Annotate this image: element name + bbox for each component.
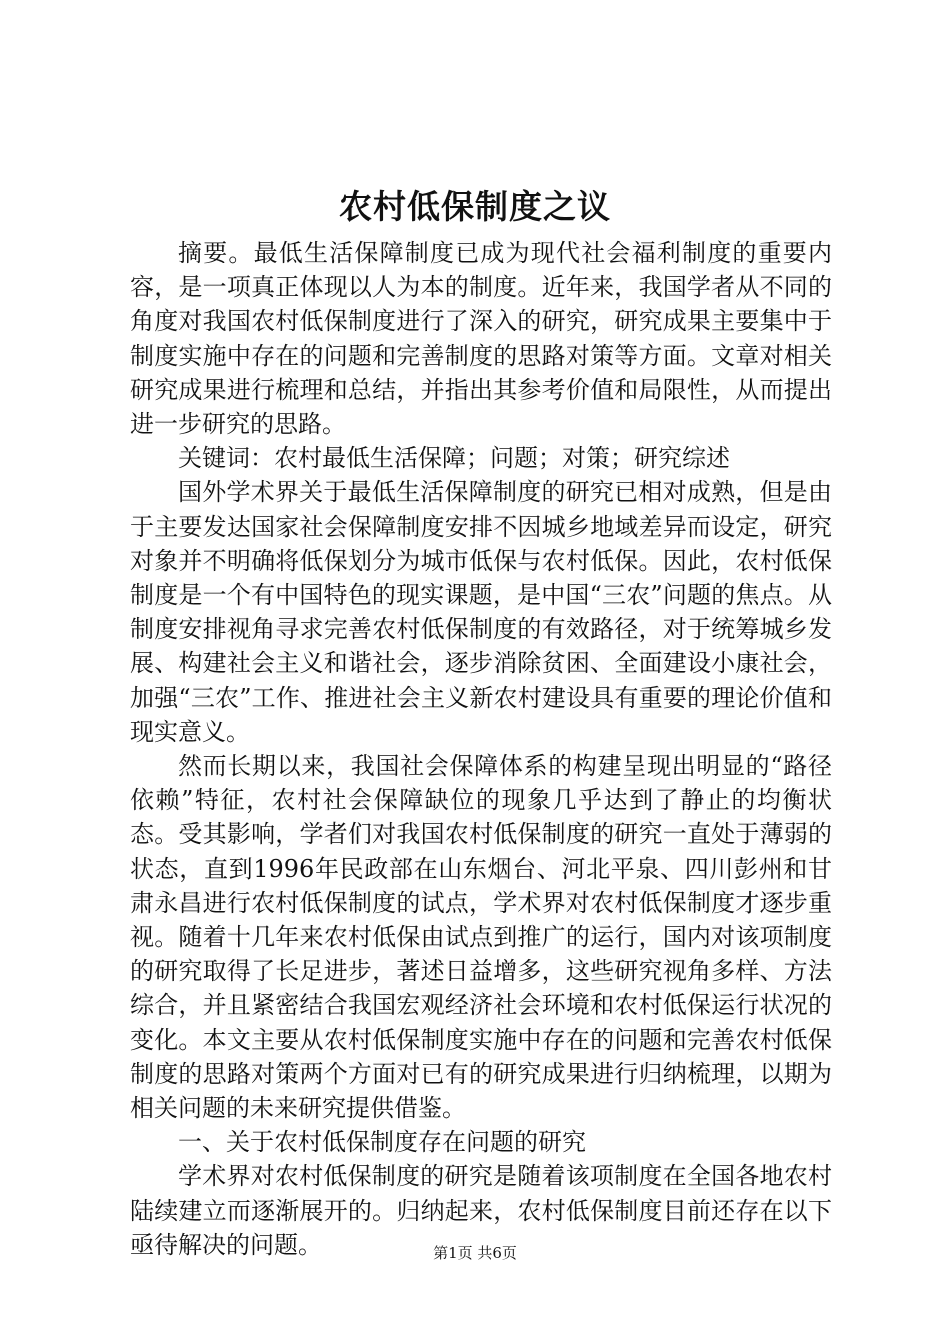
abstract-paragraph: 摘要。最低生活保障制度已成为现代社会福利制度的重要内容，是一项真正体现以人为本的制度。近年来，我国学者从不同的角度对我国农村低保制度进行了深入的研究，研究成果主要集中于制度实施中存在的问题和完善制度的思路对策等方面。文章对相关研究成果进行梳理和总结，并指出其参考价值和局限性，从而提出进一步研究的思路。 [130, 239, 832, 439]
section-heading: 一、关于农村低保制度存在问题的研究 [178, 1128, 586, 1157]
body-paragraph: 学术界对农村低保制度的研究是随着该项制度在全国各地农村陆续建立而逐渐展开的。归纳起来，农村低保制度目前还存在以下亟待解决的问题。 [130, 1162, 832, 1259]
keywords-paragraph: 关键词：农村最低生活保障；问题；对策；研究综述 [178, 444, 730, 473]
document-body [130, 236, 832, 1262]
document-title: 农村低保制度之议 [339, 187, 611, 226]
body-paragraph: 然而长期以来，我国社会保障体系的构建呈现出明显的“路径依赖”特征，农村社会保障缺位的现象几乎达到了静止的均衡状态。受其影响，学者们对我国农村低保制度的研究一直处于薄弱的状态，直到1996年民政部在山东烟台、河北平泉、四川彭州和甘肃永昌进行农村低保制度的试点，学术界对农村低保制度才逐步重视。随着十几年来农村低保由试点到推广的运行，国内对该项制度的研究取得了长足进步，著述日益增多，这些研究视角多样、方法综合，并且紧密结合我国宏观经济社会环境和农村低保运行状况的变化。本文主要从农村低保制度实施中存在的问题和完善农村低保制度的思路对策两个方面对已有的研究成果进行归纳梳理，以期为相关问题的未来研究提供借鉴。 [130, 752, 832, 1123]
body-paragraph: 国外学术界关于最低生活保障制度的研究已相对成熟，但是由于主要发达国家社会保障制度安排不因城乡地域差异而设定，研究对象并不明确将低保划分为城市低保与农村低保。因此，农村低保制度是一个有中国特色的现实课题，是中国“三农”问题的焦点。从制度安排视角寻求完善农村低保制度的有效路径，对于统筹城乡发展、构建社会主义和谐社会，逐步消除贫困、全面建设小康社会，加强“三农”工作、推进社会主义新农村建设具有重要的理论价值和现实意义。 [130, 478, 832, 746]
page-footer: 第1页 共6页 [433, 1244, 517, 1262]
